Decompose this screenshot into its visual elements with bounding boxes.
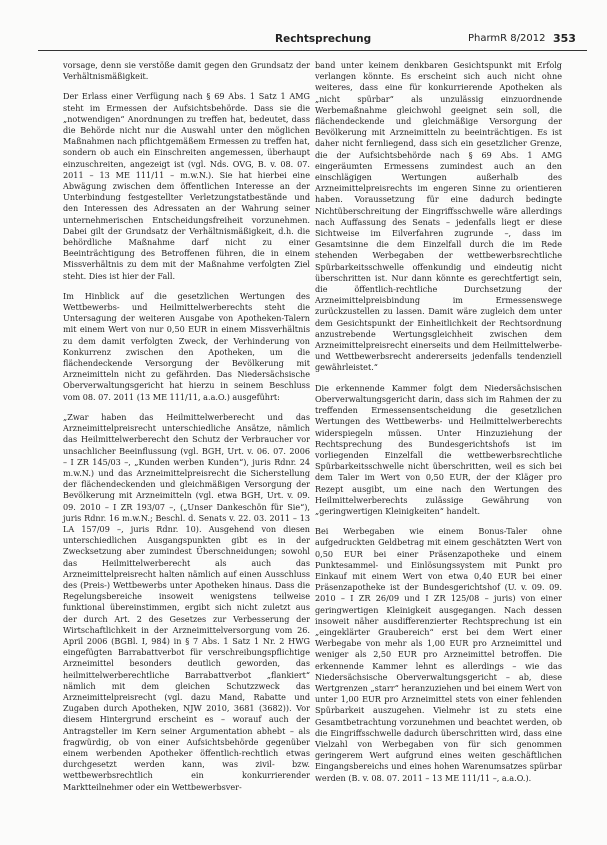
header-rule xyxy=(38,50,587,51)
quote-paragraph: „Zwar haben das Heilmittelwerberecht und das Arzneimittelpreisrecht unterschiedliche Ansätze, nämlich das Heilmittelwerberecht den Schutz der Verbraucher vor unsachlicher Beeinflussung (vgl. BGH, Urt. v. 06. 07. 2006 – I ZR 145/03 –, „Kunden werben Kunden“), juris Rdnr. 24 m.w.N.) und das Arzneimittelpreisrecht die Sicherstellung der flächendeckenden und gleichmäßigen Versorgung der Bevölkerung mit Arzneimitteln (vgl. etwa BGH, Urt. v. 09. 09. 2010 – I ZR 193/07 –, („Unser Dankeschön für Sie“), juris Rdnr. 16 m.w.N.; Beschl. d. Senats v. 22. 03. 2011 – 13 LA 157/09 –, juris Rdnr. 10). Ausgehend von diesen unterschiedlichen Ausgangspunkten gibt es in der Zwecksetzung aber zumindest Überschneidungen; sowohl das Heilmittelwerberecht als auch das Arzneimittelpreisrecht halten nämlich auf einen Ausschluss des (Preis-) Wettbewerbs unter Apotheken hinaus. Dass die Regelungsbereiche insoweit wenigstens teilweise funktional übereinstimmen, ergibt sich nicht zuletzt aus der durch Art. 2 des Gesetzes zur Verbesserung der Wirtschaftlichkeit in der Arzneimittelversorgung vom 26. April 2006 (BGBl. I, 984) in § 7 Abs. 1 Satz 1 Nr. 2 HWG eingefügten Barrabattverbot für verschreibungspflichtige Arzneimittel besonders deutlich geworden, das heilmittelwerberechtliche Barrabattverbot „flankiert“ nämlich mit dem gleichen Schutzzweck das Arzneimittelpreisrecht (vgl. dazu Mand, Rabatte und Zugaben durch Apotheken, NJW 2010, 3681 (3682)). Vor diesem Hintergrund erscheint es – worauf auch der Antragsteller im Kern seiner Argumentation abhebt – als fragwürdig, ob von einer Aufsichtsbehörde gegenüber einem werbenden Apotheker öffentlich-rechtlich etwas durchgesetzt werden kann, was zivil- bzw. wettbewerbsrechtlich ein konkurrierender Marktteilnehmer oder ein Wettbewerbsver- xyxy=(63,411,310,792)
paragraph: Die erkennende Kammer folgt dem Niedersächsischen Oberverwaltungsgericht darin, dass sich im Rahmen der zu treffenden Ermessensentscheidung die gesetzlichen Wertungen des Wettbewerbs- und Heilmittelwerberechts widerspiegeln müssen. Unter Hinzuziehung der Rechtsprechung des Bundesgerichtshofs ist im vorliegenden Einzelfall die wettbewerbsrechtliche Spürbarkeitsschwelle nicht überschritten, weil es sich bei dem Taler im Wert von 0,50 EUR, der der Kläger pro Rezept ausgibt, um eine nach den Wertungen des Heilmittelwerberechts zulässige Gewährung von „geringwertigen Kleinigkeiten“ handelt. xyxy=(315,382,562,516)
journal-issue: PharmR 8/2012 xyxy=(468,33,546,44)
left-column xyxy=(63,60,310,802)
paragraph: band unter keinem denkbaren Gesichtspunkt mit Erfolg verlangen könnte. Es erscheint sich auch nicht ohne weiteres, dass eine für konkurrierende Apotheken als „nicht spürbar“ als unzulässig einzuordnende Werbemaßnahme gleichwohl geeignet sein soll, die flächendeckende und gleichmäßige Versorgung der Bevölkerung mit Arzneimitteln zu beeinträchtigen. Es ist daher nicht fernliegend, dass sich ein gesetzlicher Grenze, die der Aufsichtsbehörde nach § 69 Abs. 1 AMG eingeräumten Ermessens zumindest auch an den einschlägigen Wertungen außerhalb des Arzneimittelpreisrechts im engeren Sinne zu orientieren haben. Voraussetzung für eine dadurch bedingte Nichtüberschreitung der Eingriffsschwelle wäre allerdings nach Auffassung des Senats – jedenfalls liegt er diese Sichtweise im Eilverfahren zugrunde –, dass im Gesamtsinne die dem Einzelfall durch die im Rede stehenden Werbegaben der wettbewerbsrechtliche Spürbarkeitsschwelle offenkundig und eindeutig nicht überschritten ist. Nur dann könnte es gerechtfertigt sein, die öffentlich-rechtliche Durchsetzung der Arzneimittelpreisbindung im Ermessenswege zurückzustellen zu lassen. Damit wäre zugleich dem unter dem Gesichtspunkt der Einheitlichkeit der Rechtsordnung anzustrebende Wertungsgleichheit zwischen dem Arzneimittelpreisrecht einerseits und dem Heilmittelwerbe- und Wettbewerbsrecht andererseits jedenfalls tendenziell gewährleistet.“ xyxy=(315,60,562,373)
paragraph: Bei Werbegaben wie einem Bonus-Taler ohne aufgedruckten Geldbetrag mit einem geschätzten Wert von 0,50 EUR bei einer Präsenzapotheke und einem Punktesammel- und Einlösungssystem mit Punkt pro Einkauf mit einem Wert von etwa 0,40 EUR bei einer Präsenzapotheke ist der Bundesgerichtshof (U. v. 09. 09. 2010 – I ZR 26/09 und I ZR 125/08 – juris) von einer geringwertigen Kleinigkeit ausgegangen. Nach dessen insoweit näher ausdifferenzierter Rechtsprechung ist ein „eingeklärter Graubereich“ erst bei dem Wert einer Werbegabe von mehr als 1,00 EUR pro Arzneimittel und weniger als 2,50 EUR pro Arzneimittel betroffen. Die erkennende Kammer lehnt es allerdings – wie das Niedersächsische Oberverwaltungsgericht – ab, diese Wertgrenzen „starr“ heranzuziehen und bei einem Wert von unter 1,00 EUR pro Arzneimittel stets von einer fehlenden Spürbarkeit auszugehen. Vielmehr ist zu stets eine Gesamtbetrachtung vorzunehmen und beachtet werden, ob die Eingriffsschwelle dadurch überschritten wird, dass eine Vielzahl von Werbegaben von für sich genommen geringerem Wert aufgrund eines weiten geschäftlichen Eingangsbereichs und eines hohen Warenumsatzes spürbar werden (B. v. 08. 07. 2011 – 13 ME 111/11 –, a.a.O.). xyxy=(315,526,562,783)
page-number: 353 xyxy=(553,32,576,45)
paragraph: Im Hinblick auf die gesetzlichen Wertungen des Wettbewerbs- und Heilmittelwerberechts steht die Untersagung der weiteren Ausgabe von Apotheken-Talern mit einem Wert von nur 0,50 EUR in einem Missverhältnis zu dem damit verfolgten Zweck, der Verhinderung von Konkurrenz zwischen den Apotheken, um die flächendeckende Versorgung der Bevölkerung mit Arzneimitteln nicht zu gefährden. Das Niedersächsische Oberverwaltungsgericht hat hierzu in seinem Beschluss vom 08. 07. 2011 (13 ME 111/11, a.a.O.) ausgeführt: xyxy=(63,290,310,402)
section-title: Rechtsprechung xyxy=(275,33,372,45)
paragraph: Der Erlass einer Verfügung nach § 69 Abs. 1 Satz 1 AMG steht im Ermessen der Aufsichtsbehörde. Dass sie die „notwendigen“ Anordnungen zu treffen hat, bedeutet, dass die Behörde nicht nur die Auswahl unter den möglichen Maßnahmen nach pflichtgemäßem Ermessen zu treffen hat, sondern ob auch ein Einschreiten angemessen, überhaupt einzuschreiten, angezeigt ist (vgl. Nds. OVG, B. v. 08. 07. 2011 – 13 ME 111/11 – m.w.N.). Sie hat hierbei eine Abwägung zwischen dem öffentlichen Interesse an der Unterbindung festgestellter Verletzungstatbestände und den Interessen des Adressaten an der Wahrung seiner unternehmerischen Entscheidungsfreiheit vorzunehmen. Dabei gilt der Grundsatz der Verhältnismäßigkeit, d.h. die behördliche Maßnahme darf nicht zu einer Beeinträchtigung des Betroffenen führen, die in einem Missverhältnis zu dem mit der Maßnahme verfolgten Ziel steht. Dies ist hier der Fall. xyxy=(63,91,310,281)
right-column xyxy=(315,60,562,793)
paragraph: vorsage, denn sie verstöße damit gegen den Grundsatz der Verhältnismäßigkeit. xyxy=(63,60,310,82)
